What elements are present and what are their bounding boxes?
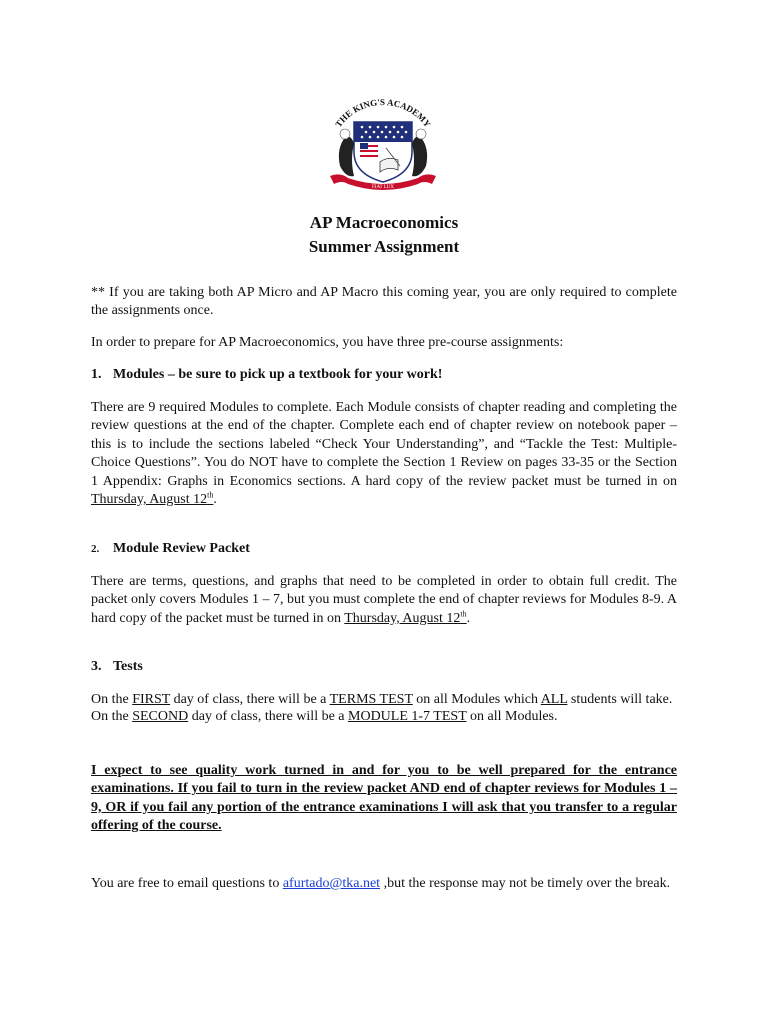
contact-line: You are free to email questions to afurtado@tka.net ,but the response may not be timely over the break. — [91, 876, 671, 891]
section-2-text: There are terms, questions, and graphs that need to be completed in order to obtain full credit. The packet only covers Modules 1 – 7, but you must complete the end of chapter reviews for Modules 8-9. A hard copy of the packet must be turned in on — [91, 574, 677, 626]
school-crest-logo — [320, 96, 446, 196]
section-1-heading — [91, 366, 442, 384]
page-title: AP Macroeconomics — [309, 213, 459, 232]
section-1-title: Modules – be sure to pick up a textbook for your work! — [113, 367, 443, 382]
section-3-heading — [91, 658, 143, 676]
section-3-number: 3. — [91, 659, 102, 674]
all-students-text: ALL — [540, 692, 568, 707]
section-2-heading — [91, 540, 250, 558]
intro-note: ** If you are taking both AP Micro and AP Macro this coming year, you are only required to complete the assignments once. — [91, 285, 677, 318]
crest-arc-text: THE KING'S ACADEMY — [333, 97, 433, 130]
section-2-due-date: Thursday, August 12th — [344, 609, 467, 626]
second-day-text: SECOND — [132, 709, 189, 724]
first-day-text: FIRST — [132, 692, 171, 707]
terms-test-text: TERMS TEST — [329, 692, 413, 707]
section-2-body: There are terms, questions, and graphs that need to be completed in order to obtain full credit. The packet only covers Modules 1 – 7, but you must complete the end of chapter reviews for Modules 8-9. A hard copy of the packet must be turned in on Thursday, August 12th. — [91, 574, 677, 626]
crest-motto: FIAT LUX — [372, 185, 394, 190]
section-3-line-2: On the SECOND day of class, there will be a MODULE 1-7 TEST on all Modules. — [91, 709, 558, 724]
module-test-text: MODULE 1-7 TEST — [348, 709, 467, 724]
email-link[interactable]: afurtado@tka.net — [282, 876, 381, 891]
section-1-number: 1. — [91, 367, 102, 382]
section-1-due-date: Thursday, August 12th — [91, 490, 214, 508]
section-1-body: There are 9 required Modules to complete. Each Module consists of chapter reading and completing the review questions at the end of the chapter. Complete each end of chapter review on notebook paper – this is to include the sections labeled “Check Your Understanding”, and “Tackle the Test: Multiple-Choice Questions”. You do NOT have to complete the Section 1 Review on pages 33-35 or the Section 1 Appendix: Graphs in Economics sections. A hard copy of the review packet must be turned in on Thursday, August 12th. — [91, 400, 677, 508]
intro-text: In order to prepare for AP Macroeconomics, you have three pre-course assignments: — [91, 335, 564, 350]
section-2-title: Module Review Packet — [113, 541, 250, 556]
section-2-number: 2. — [91, 543, 100, 555]
section-1-text: There are 9 required Modules to complete. Each Module consists of chapter reading and completing the review questions at the end of the chapter. Complete each end of chapter review on notebook paper – this is to include the sections labeled “Check Your Understanding”, and “Tackle the Test: Multiple-Choice Questions”. You do NOT have to complete the Section 1 Review on pages 33-35 or the Section 1 Appendix: Graphs in Economics sections. A hard copy of the review packet must be turned in on — [91, 400, 677, 489]
section-3-title: Tests — [113, 659, 143, 674]
section-3-line-1: On the FIRST day of class, there will be a TERMS TEST on all Modules which ALL students will take. — [91, 692, 673, 707]
warning-statement: I expect to see quality work turned in and for you to be well prepared for the entrance examinations. If you fail to turn in the review packet AND end of chapter reviews for Modules 1 – 9, OR if you fail any portion of the entrance examinations I will ask that you transfer to a regular offering of the course. — [91, 763, 677, 834]
page-subtitle: Summer Assignment — [308, 237, 460, 256]
